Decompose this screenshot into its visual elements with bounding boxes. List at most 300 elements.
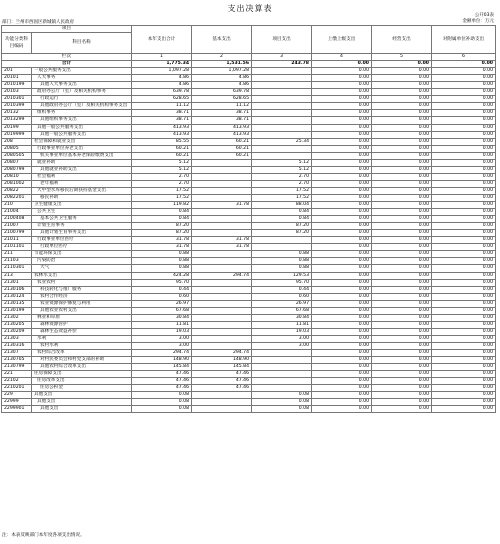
cell-name: 行政单位医疗	[32, 244, 132, 251]
header-c3: 项目支出	[252, 26, 312, 54]
cell-c6: 0.00	[432, 82, 496, 89]
cell-c6: 0.00	[432, 209, 496, 216]
cell-c4: 0.00	[312, 364, 372, 371]
cell-code: 2019999	[2, 131, 32, 138]
table-row	[2, 350, 496, 357]
table-row	[2, 342, 496, 349]
cell-c2	[192, 194, 252, 201]
cell-name: 公共卫生	[32, 209, 132, 216]
cell-c3	[252, 371, 312, 378]
form-meta	[463, 13, 495, 25]
cell-code: 213	[2, 272, 32, 279]
cell-name: 其他计划生育事务支出	[32, 230, 132, 237]
cell-c6: 0.00	[432, 272, 496, 279]
cell-c4: 0.00	[312, 265, 372, 272]
header-n3: 3	[252, 54, 312, 61]
cell-c3: 0.08	[252, 392, 312, 399]
cell-c3: 3.00	[252, 342, 312, 349]
cell-c5: 0.00	[372, 180, 432, 187]
cell-c3: 5.12	[252, 166, 312, 173]
table-row	[2, 328, 496, 335]
table-row	[2, 307, 496, 314]
cell-code: 20199	[2, 124, 32, 131]
cell-c6: 0.00	[432, 145, 496, 152]
cell-name: 社会保障和就业支出	[32, 138, 132, 145]
cell-c3	[252, 357, 312, 364]
cell-code: 2100799	[2, 230, 32, 237]
cell-c2: 1,097.28	[192, 68, 252, 75]
table-row	[2, 173, 496, 180]
cell-c3	[252, 152, 312, 159]
cell-c1: 4.86	[132, 82, 192, 89]
cell-c5: 0.00	[372, 378, 432, 385]
cell-name: 其他支出	[32, 406, 132, 413]
cell-c6: 0.00	[432, 124, 496, 131]
cell-c1: 87.20	[132, 230, 192, 237]
table-row	[2, 364, 496, 371]
cell-c6: 0.00	[432, 328, 496, 335]
cell-c5: 0.00	[372, 272, 432, 279]
table-row	[2, 335, 496, 342]
cell-c4: 0.00	[312, 173, 372, 180]
cell-name: 其他组织事务支出	[32, 117, 132, 124]
cell-c4: 0.00	[312, 82, 372, 89]
cell-c6: 0.00	[432, 279, 496, 286]
cell-c3: 17.52	[252, 187, 312, 194]
cell-name: 其他人大事务支出	[32, 82, 132, 89]
table-row	[2, 96, 496, 103]
header-c1: 本年支出合计	[132, 26, 192, 54]
cell-c3: 2.70	[252, 173, 312, 180]
cell-c6: 0.00	[432, 89, 496, 96]
table-row	[2, 223, 496, 230]
cell-name: 对村民委员会和村党支部的补助	[32, 357, 132, 364]
cell-code: 20103	[2, 89, 32, 96]
cell-c1: 0.88	[132, 265, 192, 272]
cell-name: 林业和草原	[32, 314, 132, 321]
table-row	[2, 180, 496, 187]
cell-c5: 0.00	[372, 202, 432, 209]
cell-c4: 0.00	[312, 399, 372, 406]
unit-label: 金额单位：万元	[462, 19, 494, 24]
cell-c5: 0.00	[372, 385, 432, 392]
cell-c4: 0.00	[312, 145, 372, 152]
cell-c5: 0.00	[372, 364, 432, 371]
cell-code: 21303	[2, 335, 32, 342]
table-row	[2, 138, 496, 145]
cell-code: 2130124	[2, 293, 32, 300]
cell-c5: 0.00	[372, 321, 432, 328]
cell-c6: 0.00	[432, 216, 496, 223]
cell-c1: 119.82	[132, 202, 192, 209]
table-row	[2, 202, 496, 209]
cell-code: 211	[2, 251, 32, 258]
cell-c4: 0.00	[312, 152, 372, 159]
table-row	[2, 145, 496, 152]
cell-c5: 0.00	[372, 223, 432, 230]
cell-c4: 0.00	[312, 75, 372, 82]
cell-code: 2101101	[2, 244, 32, 251]
cell-name: 其他支出	[32, 392, 132, 399]
cell-c4: 0.00	[312, 350, 372, 357]
cell-name: 农林水支出	[32, 272, 132, 279]
table-row	[2, 187, 496, 194]
cell-c4: 0.00	[312, 117, 372, 124]
table-row	[2, 230, 496, 237]
cell-c1: 628.65	[132, 96, 192, 103]
header-c5: 经营支出	[372, 26, 432, 54]
cell-c5: 0.00	[372, 173, 432, 180]
cell-c3	[252, 117, 312, 124]
cell-code: 229	[2, 392, 32, 399]
table-row	[2, 385, 496, 392]
total-c3: 243.78	[252, 61, 312, 68]
header-n6: 6	[432, 54, 496, 61]
cell-c2	[192, 342, 252, 349]
cell-c1: 47.46	[132, 378, 192, 385]
cell-c2: 4.86	[192, 82, 252, 89]
cell-c3: 0.88	[252, 265, 312, 272]
cell-c3: 87.20	[252, 223, 312, 230]
cell-c2	[192, 223, 252, 230]
cell-c2: 294.74	[192, 272, 252, 279]
cell-code: 21011	[2, 237, 32, 244]
cell-c2	[192, 335, 252, 342]
cell-c1: 0.84	[132, 209, 192, 216]
cell-c1: 11.12	[132, 103, 192, 110]
cell-c5: 0.00	[372, 406, 432, 413]
cell-c5: 0.00	[372, 392, 432, 399]
cell-c6: 0.00	[432, 293, 496, 300]
cell-c4: 0.00	[312, 230, 372, 237]
table-row	[2, 392, 496, 399]
cell-code: 21302	[2, 314, 32, 321]
cell-c2: 145.84	[192, 364, 252, 371]
cell-c3	[252, 237, 312, 244]
cell-code: 221	[2, 371, 32, 378]
cell-name: 住房改革支出	[32, 378, 132, 385]
cell-code: 2299901	[2, 406, 32, 413]
header-code: 功能分类科目编码	[2, 33, 32, 54]
cell-c3	[252, 364, 312, 371]
cell-c1: 148.90	[132, 357, 192, 364]
cell-c6: 0.00	[432, 335, 496, 342]
cell-c2	[192, 279, 252, 286]
cell-c5: 0.00	[372, 251, 432, 258]
cell-c5: 0.00	[372, 216, 432, 223]
cell-c1: 19.03	[132, 328, 192, 335]
header-project: 项目	[2, 26, 132, 33]
cell-code: 2013299	[2, 117, 32, 124]
cell-c6: 0.00	[432, 96, 496, 103]
cell-name: 卫生健康支出	[32, 202, 132, 209]
total-c2: 1,531.56	[192, 61, 252, 68]
table-row	[2, 321, 496, 328]
table-row	[2, 258, 496, 265]
cell-c2	[192, 300, 252, 307]
cell-c4: 0.00	[312, 392, 372, 399]
cell-c2: 639.78	[192, 89, 252, 96]
cell-c1: 60.21	[132, 152, 192, 159]
cell-c6: 0.00	[432, 286, 496, 293]
cell-name: 行政事业单位养老支出	[32, 145, 132, 152]
cell-c5: 0.00	[372, 258, 432, 265]
cell-c6: 0.00	[432, 187, 496, 194]
footnote: 注：本表反映部门本年度各项支出情况。	[2, 533, 85, 538]
table-row	[2, 265, 496, 272]
cell-c2	[192, 230, 252, 237]
total-c1: 1,775.34	[132, 61, 192, 68]
table-row	[2, 279, 496, 286]
header-n4: 4	[312, 54, 372, 61]
cell-c6: 0.00	[432, 406, 496, 413]
cell-c5: 0.00	[372, 230, 432, 237]
cell-name: 节能环保支出	[32, 251, 132, 258]
cell-c3: 11.81	[252, 321, 312, 328]
cell-c2	[192, 265, 252, 272]
cell-c4: 0.00	[312, 166, 372, 173]
cell-c4: 0.00	[312, 131, 372, 138]
cell-c6: 0.00	[432, 131, 496, 138]
cell-c3: 0.88	[252, 251, 312, 258]
page-title: 支出决算表	[227, 4, 273, 13]
cell-c6: 0.00	[432, 194, 496, 201]
cell-c6: 0.00	[432, 258, 496, 265]
cell-c1: 95.70	[132, 279, 192, 286]
cell-code: 2130199	[2, 307, 32, 314]
cell-c5: 0.00	[372, 131, 432, 138]
cell-name: 农村综合改革	[32, 350, 132, 357]
cell-c5: 0.00	[372, 293, 432, 300]
cell-name: 住房保障支出	[32, 371, 132, 378]
cell-c5: 0.00	[372, 237, 432, 244]
cell-c2	[192, 258, 252, 265]
cell-c2: 413.93	[192, 124, 252, 131]
cell-c1: 38.71	[132, 110, 192, 117]
cell-name: 其他支出	[32, 399, 132, 406]
cell-c6: 0.00	[432, 230, 496, 237]
cell-c5: 0.00	[372, 75, 432, 82]
cell-c3	[252, 110, 312, 117]
cell-code: 21007	[2, 223, 32, 230]
table-row	[2, 314, 496, 321]
cell-name: 农村合作经济	[32, 293, 132, 300]
header-c4: 上缴上级支出	[312, 26, 372, 54]
cell-c6: 0.00	[432, 152, 496, 159]
cell-code: 2010301	[2, 96, 32, 103]
cell-c4: 0.00	[312, 96, 372, 103]
cell-code: 20101	[2, 75, 32, 82]
cell-c4: 0.00	[312, 335, 372, 342]
cell-c6: 0.00	[432, 75, 496, 82]
cell-c5: 0.00	[372, 145, 432, 152]
cell-c1: 424.28	[132, 272, 192, 279]
cell-c5: 0.00	[372, 244, 432, 251]
table-row	[2, 286, 496, 293]
table-row	[2, 251, 496, 258]
cell-c5: 0.00	[372, 328, 432, 335]
cell-c1: 1,097.28	[132, 68, 192, 75]
table-row	[2, 272, 496, 279]
cell-c2	[192, 307, 252, 314]
cell-c5: 0.00	[372, 89, 432, 96]
table-row	[2, 209, 496, 216]
cell-name: 其他一般公共服务支出	[32, 124, 132, 131]
table-row	[2, 75, 496, 82]
cell-c6: 0.00	[432, 399, 496, 406]
cell-c3	[252, 385, 312, 392]
cell-c1: 4.86	[132, 75, 192, 82]
cell-c5: 0.00	[372, 138, 432, 145]
cell-c5: 0.00	[372, 82, 432, 89]
cell-c2: 4.86	[192, 75, 252, 82]
cell-c2	[192, 216, 252, 223]
cell-c3: 0.88	[252, 258, 312, 265]
cell-c3: 0.08	[252, 399, 312, 406]
cell-c2: 47.46	[192, 378, 252, 385]
cell-c4: 0.00	[312, 103, 372, 110]
cell-c2: 38.71	[192, 117, 252, 124]
cell-c6: 0.00	[432, 307, 496, 314]
cell-c6: 0.00	[432, 342, 496, 349]
cell-c4: 0.00	[312, 187, 372, 194]
cell-c3: 2.70	[252, 180, 312, 187]
cell-c2: 60.21	[192, 145, 252, 152]
cell-c4: 0.00	[312, 180, 372, 187]
cell-name: 其他农业农村支出	[32, 307, 132, 314]
cell-c5: 0.00	[372, 357, 432, 364]
cell-c1: 0.08	[132, 399, 192, 406]
cell-c5: 0.00	[372, 117, 432, 124]
cell-c4: 0.00	[312, 110, 372, 117]
cell-code: 2130106	[2, 286, 32, 293]
cell-c4: 0.00	[312, 371, 372, 378]
header-n2: 2	[192, 54, 252, 61]
cell-c1: 5.12	[132, 166, 192, 173]
cell-c4: 0.00	[312, 378, 372, 385]
cell-c6: 0.00	[432, 385, 496, 392]
cell-code: 2082201	[2, 194, 32, 201]
cell-c3	[252, 89, 312, 96]
cell-c6: 0.00	[432, 138, 496, 145]
cell-c5: 0.00	[372, 124, 432, 131]
cell-c3: 0.84	[252, 209, 312, 216]
cell-c6: 0.00	[432, 244, 496, 251]
cell-c4: 0.00	[312, 68, 372, 75]
cell-code: 22102	[2, 378, 32, 385]
cell-c1: 0.84	[132, 216, 192, 223]
cell-c1: 0.44	[132, 286, 192, 293]
cell-c3: 30.84	[252, 314, 312, 321]
total-c4: 0.00	[312, 61, 372, 68]
header-n1: 1	[132, 54, 192, 61]
cell-c1: 47.46	[132, 371, 192, 378]
cell-c6: 0.00	[432, 378, 496, 385]
cell-c4: 0.00	[312, 159, 372, 166]
cell-c1: 17.52	[132, 194, 192, 201]
cell-c2	[192, 180, 252, 187]
cell-c6: 0.00	[432, 364, 496, 371]
cell-c3: 95.70	[252, 279, 312, 286]
cell-c4: 0.00	[312, 258, 372, 265]
cell-c3: 67.68	[252, 307, 312, 314]
cell-c2: 60.21	[192, 152, 252, 159]
cell-c1: 60.21	[132, 145, 192, 152]
cell-c5: 0.00	[372, 286, 432, 293]
cell-c5: 0.00	[372, 110, 432, 117]
cell-c4: 0.00	[312, 272, 372, 279]
cell-c6: 0.00	[432, 371, 496, 378]
cell-c2	[192, 159, 252, 166]
cell-c2	[192, 173, 252, 180]
cell-name: 政府办公厅（室）及相关机构事务	[32, 89, 132, 96]
table-row	[2, 131, 496, 138]
cell-name: 森林生态效益补偿	[32, 328, 132, 335]
cell-c4: 0.00	[312, 279, 372, 286]
cell-c5: 0.00	[372, 159, 432, 166]
cell-code: 22999	[2, 399, 32, 406]
cell-c6: 0.00	[432, 173, 496, 180]
cell-c2: 294.74	[192, 350, 252, 357]
cell-c3	[252, 82, 312, 89]
cell-c1: 67.68	[132, 307, 192, 314]
cell-code: 21004	[2, 209, 32, 216]
table-row	[2, 216, 496, 223]
cell-c4: 0.00	[312, 314, 372, 321]
cell-c6: 0.00	[432, 166, 496, 173]
cell-c2: 11.12	[192, 103, 252, 110]
cell-c5: 0.00	[372, 187, 432, 194]
table-row	[2, 89, 496, 96]
cell-c3: 0.44	[252, 286, 312, 293]
cell-c2	[192, 392, 252, 399]
cell-c6: 0.00	[432, 110, 496, 117]
cell-c2	[192, 209, 252, 216]
cell-c5: 0.00	[372, 209, 432, 216]
cell-code: 20822	[2, 187, 32, 194]
cell-c6: 0.00	[432, 321, 496, 328]
cell-c1: 413.93	[132, 124, 192, 131]
cell-c4: 0.00	[312, 244, 372, 251]
table-row	[2, 152, 496, 159]
cell-name: 其他就业补助支出	[32, 166, 132, 173]
cell-c4: 0.00	[312, 202, 372, 209]
cell-c2: 628.65	[192, 96, 252, 103]
cell-c1: 5.12	[132, 159, 192, 166]
cell-c4: 0.00	[312, 307, 372, 314]
cell-c3	[252, 145, 312, 152]
cell-code: 2010199	[2, 82, 32, 89]
cell-name: 社会福利	[32, 173, 132, 180]
cell-c1: 31.78	[132, 237, 192, 244]
cell-c3: 0.60	[252, 293, 312, 300]
cell-c1: 0.08	[132, 406, 192, 413]
table-row	[2, 82, 496, 89]
cell-code: 2130799	[2, 364, 32, 371]
cell-c6: 0.00	[432, 159, 496, 166]
cell-c6: 0.00	[432, 68, 496, 75]
cell-code: 20132	[2, 110, 32, 117]
cell-c1: 38.71	[132, 117, 192, 124]
cell-name: 其他农村综合改革支出	[32, 364, 132, 371]
cell-c6: 0.00	[432, 357, 496, 364]
cell-c6: 0.00	[432, 103, 496, 110]
cell-code: 20810	[2, 173, 32, 180]
table-row	[2, 117, 496, 124]
cell-c2	[192, 399, 252, 406]
cell-code: 2080799	[2, 166, 32, 173]
cell-c6: 0.00	[432, 223, 496, 230]
